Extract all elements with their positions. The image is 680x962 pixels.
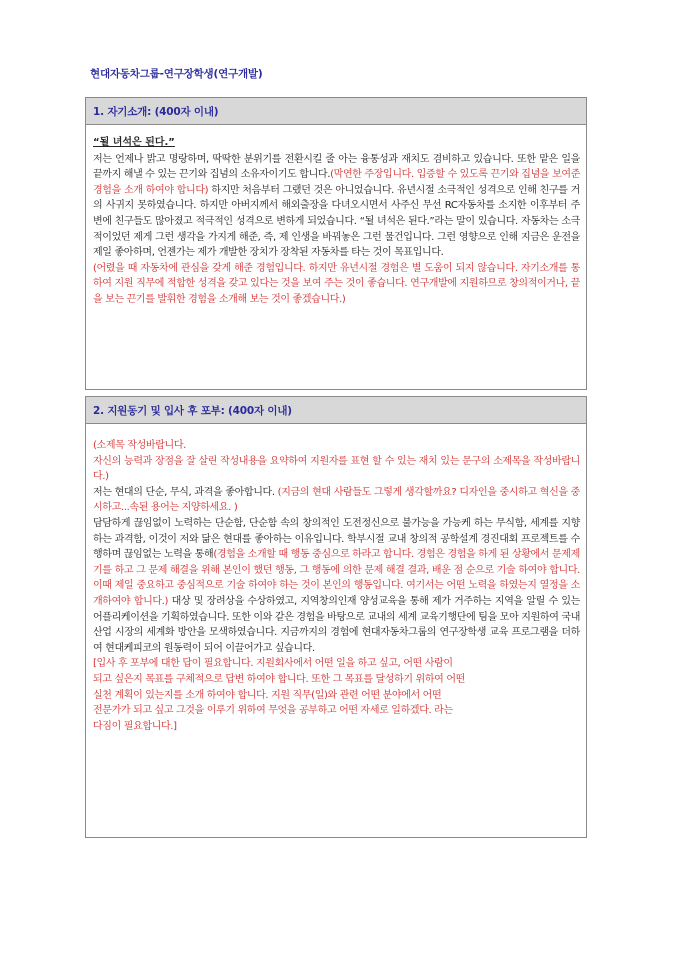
reviewer-comment: (지금의 현대 사람들도 그렇게 생각할까요? 디자인을 중시하고 혁신을 중시하고...속된 용어는 지양하세요. ) — [93, 486, 580, 514]
section-body — [86, 125, 586, 312]
answer-text: 저는 언제나 밝고 명랑하며, 딱딱한 분위기를 전환시킬 줄 아는 융통성과 재치도 겸비하고 있습니다. 또한 맡은 일을 끝까지 해낼 수 있는 끈기와 집념의 소유자이기도 합니다. — [93, 153, 580, 181]
answer-text: 하지만 처음부터 그랬던 것은 아니었습니다. 유년시절 소극적인 성격으로 인해 친구를 거의 사귀지 못하였습니다. 하지만 아버지께서 해외출장을 다녀오시면서 사주신 무선 RC자동차를 소지한 이후부터 주변에 친구들도 많아졌고 적극적인 성격으로 변하게 되었습니다. “될 녀석은 된다.”라는 말이 있습니다. 자동차는 소극적이었던 제게 그런 생각을 가지게 해준, 즉, 제 인생을 바꿔놓은 그런 물건입니다. 그런 영향으로 인해 지금은 운전을 제일 좋아하며, 언젠가는 제가 개발한 장치가 장착된 자동차를 타는 것이 목표입니다. — [93, 184, 580, 259]
reviewer-comment: (경험을 소개할 때 행동 중심으로 하라고 합니다. 경험은 경험을 하게 된 상황에서 문제제기를 하고 그 문제 해결을 위해 본인이 했던 행동, 그 행동에 의한 문제 해결 결과, 배운 점 순으로 기술 하여야 합니다. 이때 제일 중요하고 중심적으로 기술 하여야 하는 것이 본인의 행동입니다. 여기서는 어떤 노력을 하였는지 열정을 소개하여야 합니다.) — [93, 549, 580, 607]
answer-paragraph — [93, 152, 580, 261]
document-title: 현대자동차그룹-연구장학생(연구개발) — [90, 68, 263, 80]
reviewer-comment: (소제목 작성바랍니다. 자신의 능력과 장점을 잘 살린 작성내용을 요약하여 지원자를 표현 할 수 있는 재치 있는 문구의 소제목을 작성바랍니다.) — [93, 440, 580, 483]
reviewer-comment: (막연한 주장입니다. 입증할 수 있도록 끈기와 집념을 보여준 경험을 소개 하여야 합니다) — [93, 169, 581, 196]
section-heading: 1. 자기소개: (400자 이내) — [86, 98, 586, 125]
reviewer-comment: (어렸을 때 자동차에 관심을 갖게 해준 경험입니다. 하지만 유년시절 경험은 별 도움이 되지 않습니다. 자기소개를 통하여 지원 직무에 적합한 성격을 갖고 있다는 것을 보여 주는 것이 좋습니다. 연구개발에 지원하므로 창의적이거나, 끝을 보는 끈기를 발휘한 경험을 소개해 보는 것이 좋겠습니다.) — [93, 262, 580, 305]
answer-paragraph — [93, 516, 580, 656]
answer-paragraph — [93, 485, 580, 516]
answer-text: 담담하게 끊임없이 노력하는 단순함, 단순함 속의 창의적인 도전정신으로 불가능을 가능케 하는 무식함, 세계를 지향하는 과격함, 이것이 저와 닮은 현대를 좋아하는 이유입니다. 학부시절 교내 창의적 공학설계 경진대회 프로젝트를 수행하며 끊임없는 노력을 통해 — [93, 517, 580, 561]
section-motivation — [85, 396, 587, 838]
reviewer-comment: [입사 후 포부에 대한 답이 필요합니다. 지원회사에서 어떤 일을 하고 싶고, 어떤 사람이 되고 싶은지 목표를 구체적으로 답변 하여야 합니다. 또한 그 목표를 달성하기 위하여 어떤 실천 계획이 있는지를 소개 하여야 합니다. 지원 직무(일)와 관련 어떤 분야에서 어떤 전문가가 되고 싶고 그것을 이루기 위하여 무엇을 공부하고 어떤 자세로 일하겠다. 라는 다짐이 필요합니다.] — [93, 658, 465, 732]
headline: “될 녀석은 된다.” — [93, 137, 175, 148]
section-heading: 2. 지원동기 및 입사 후 포부: (400자 이내) — [86, 397, 586, 424]
answer-text: 대상 및 장려상을 수상하였고, 지역창의인재 양성교육을 통해 제가 거주하는 지역을 알릴 수 있는 어플리케이션을 기획하였습니다. 또한 이와 같은 경험을 바탕으로 교내의 세계 교육기행단에 팀을 모아 지원하여 국내산업 시장의 세계화 방안을 모색하였습니다. 지금까지의 경험에 현대자동차그룹의 연구장학생 교육 프로그램을 더하여 현대케피코의 원동력이 되어 이끌어가고 싶습니다. — [93, 595, 580, 654]
section-body — [86, 424, 586, 738]
answer-text: 저는 현대의 단순, 무식, 과격을 좋아합니다. — [93, 486, 278, 498]
section-self-introduction — [85, 97, 587, 390]
